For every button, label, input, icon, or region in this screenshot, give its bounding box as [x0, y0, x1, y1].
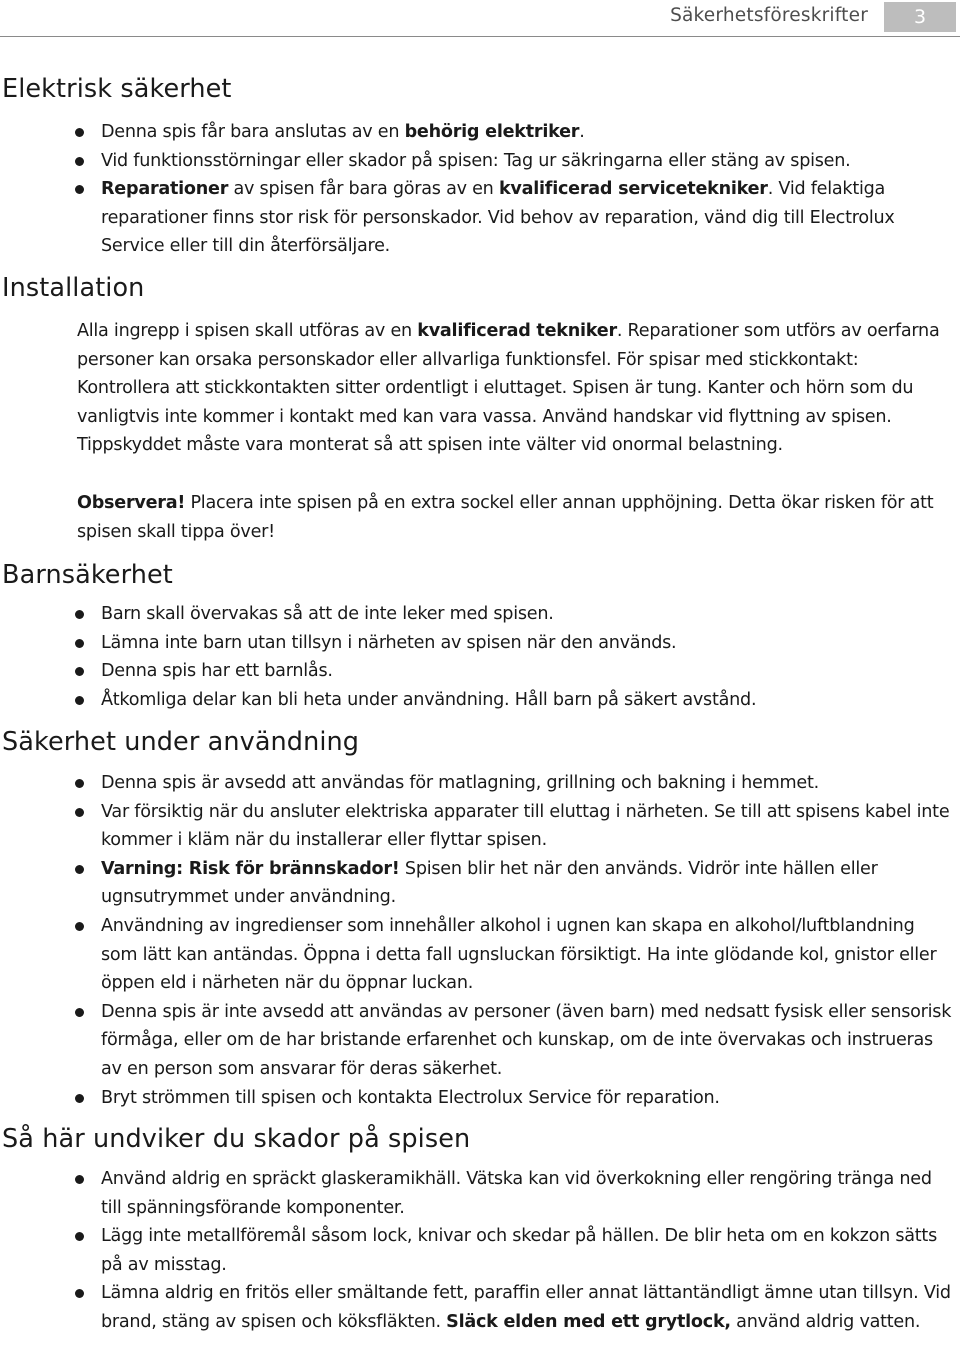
bullet-icon [75, 922, 84, 931]
bullet-icon [75, 808, 84, 817]
list-elektrisk [0, 118, 956, 261]
page-number: 3 [884, 2, 956, 32]
list-item: Lägg inte metallföremål såsom lock, knivar och skedar på hällen. De blir heta om en kokzon sätts på av misstag. [0, 1222, 956, 1279]
bullet-icon [75, 779, 84, 788]
bullet-icon [75, 667, 84, 676]
list-item: Varning: Risk för brännskador! Spisen blir het när den används. Vidrör inte hällen eller ugnsutrymmet under användning. [0, 855, 956, 912]
header-title: Säkerhetsföreskrifter [670, 5, 868, 26]
list-item: Användning av ingredienser som innehåller alkohol i ugnen kan skapa en alkohol/luftblandning som lätt kan antändas. Öppna i detta fall ugnsluckan försiktigt. Ha inte glödande kol, gnistor eller öppen eld i närheten när du öppnar luckan. [0, 912, 956, 998]
bullet-icon [75, 1094, 84, 1103]
bullet-icon [75, 865, 84, 874]
heading-installation: Installation [2, 273, 145, 303]
list-barnsakerhet [0, 600, 956, 714]
header-divider [0, 36, 960, 37]
list-item: Denna spis är inte avsedd att användas av personer (även barn) med nedsatt fysisk eller sensorisk förmåga, eller om de har bristande erfarenhet och kunskap, om de inte övervakas och instrueras av en person som ansvarar för deras säkerhet. [0, 998, 956, 1084]
list-item: Vid funktionsstörningar eller skador på spisen: Tag ur säkringarna eller stäng av spisen. [0, 147, 956, 176]
heading-barnsakerhet: Barnsäkerhet [2, 560, 173, 590]
bullet-icon [75, 1232, 84, 1241]
installation-note: Observera! Placera inte spisen på en extra sockel eller annan upphöjning. Detta ökar risken för att spisen skall tippa över! [77, 493, 934, 542]
bullet-icon [75, 157, 84, 166]
list-item: Lämna inte barn utan tillsyn i närheten av spisen när den används. [0, 629, 956, 658]
heading-undvik-skador: Så här undviker du skador på spisen [2, 1124, 471, 1154]
page-header [0, 0, 960, 36]
installation-paragraph: Alla ingrepp i spisen skall utföras av en kvalificerad tekniker. Reparationer som utförs av oerfarna personer kan orsaka personskador eller allvarliga funktionsfel. För spisar med stickkontakt: Kontrollera att stickkontakten sitter ordentligt i eluttaget. Spisen är tung. Kanter och hörn som du vanligtvis inte kommer i kontakt med kan vara vassa. Använd handskar vid flyttning av spisen. Tippskyddet måste vara monterat så att spisen inte välter vid onormal belastning. [77, 321, 940, 456]
list-skador [0, 1165, 956, 1337]
list-item: Denna spis har ett barnlås. [0, 657, 956, 686]
list-item: Bryt strömmen till spisen och kontakta Electrolux Service för reparation. [0, 1084, 956, 1113]
list-item: Åtkomliga delar kan bli heta under användning. Håll barn på säkert avstånd. [0, 686, 956, 715]
bullet-icon [75, 1008, 84, 1017]
list-item: Använd aldrig en spräckt glaskeramikhäll. Vätska kan vid överkokning eller rengöring tränga ned till spänningsförande komponenter. [0, 1165, 956, 1222]
list-item: Reparationer av spisen får bara göras av en kvalificerad servicetekniker. Vid felaktiga reparationer finns stor risk för personskador. Vid behov av reparation, vänd dig till Electrolux Service eller till din återförsäljare. [0, 175, 956, 261]
bullet-icon [75, 696, 84, 705]
bullet-icon [75, 1175, 84, 1184]
bullet-icon [75, 639, 84, 648]
bullet-icon [75, 185, 84, 194]
heading-sakerhet-under-anvandning: Säkerhet under användning [2, 727, 360, 757]
list-item: Denna spis är avsedd att användas för matlagning, grillning och bakning i hemmet. [0, 769, 956, 798]
list-anvandning [0, 769, 956, 1112]
list-item: Denna spis får bara anslutas av en behörig elektriker. [0, 118, 956, 147]
list-item: Var försiktig när du ansluter elektriska apparater till eluttag i närheten. Se till att spisens kabel inte kommer i kläm när du installerar eller flyttar spisen. [0, 798, 956, 855]
bullet-icon [75, 610, 84, 619]
list-item: Lämna aldrig en fritös eller smältande fett, paraffin eller annat lättantändligt ämne utan tillsyn. Vid brand, stäng av spisen och köksfläkten. Släck elden med ett grytlock, använd aldrig vatten. [0, 1279, 956, 1336]
bullet-icon [75, 1289, 84, 1298]
bullet-icon [75, 128, 84, 137]
list-item: Barn skall övervakas så att de inte leker med spisen. [0, 600, 956, 629]
heading-elektrisk-sakerhet: Elektrisk säkerhet [2, 74, 232, 104]
